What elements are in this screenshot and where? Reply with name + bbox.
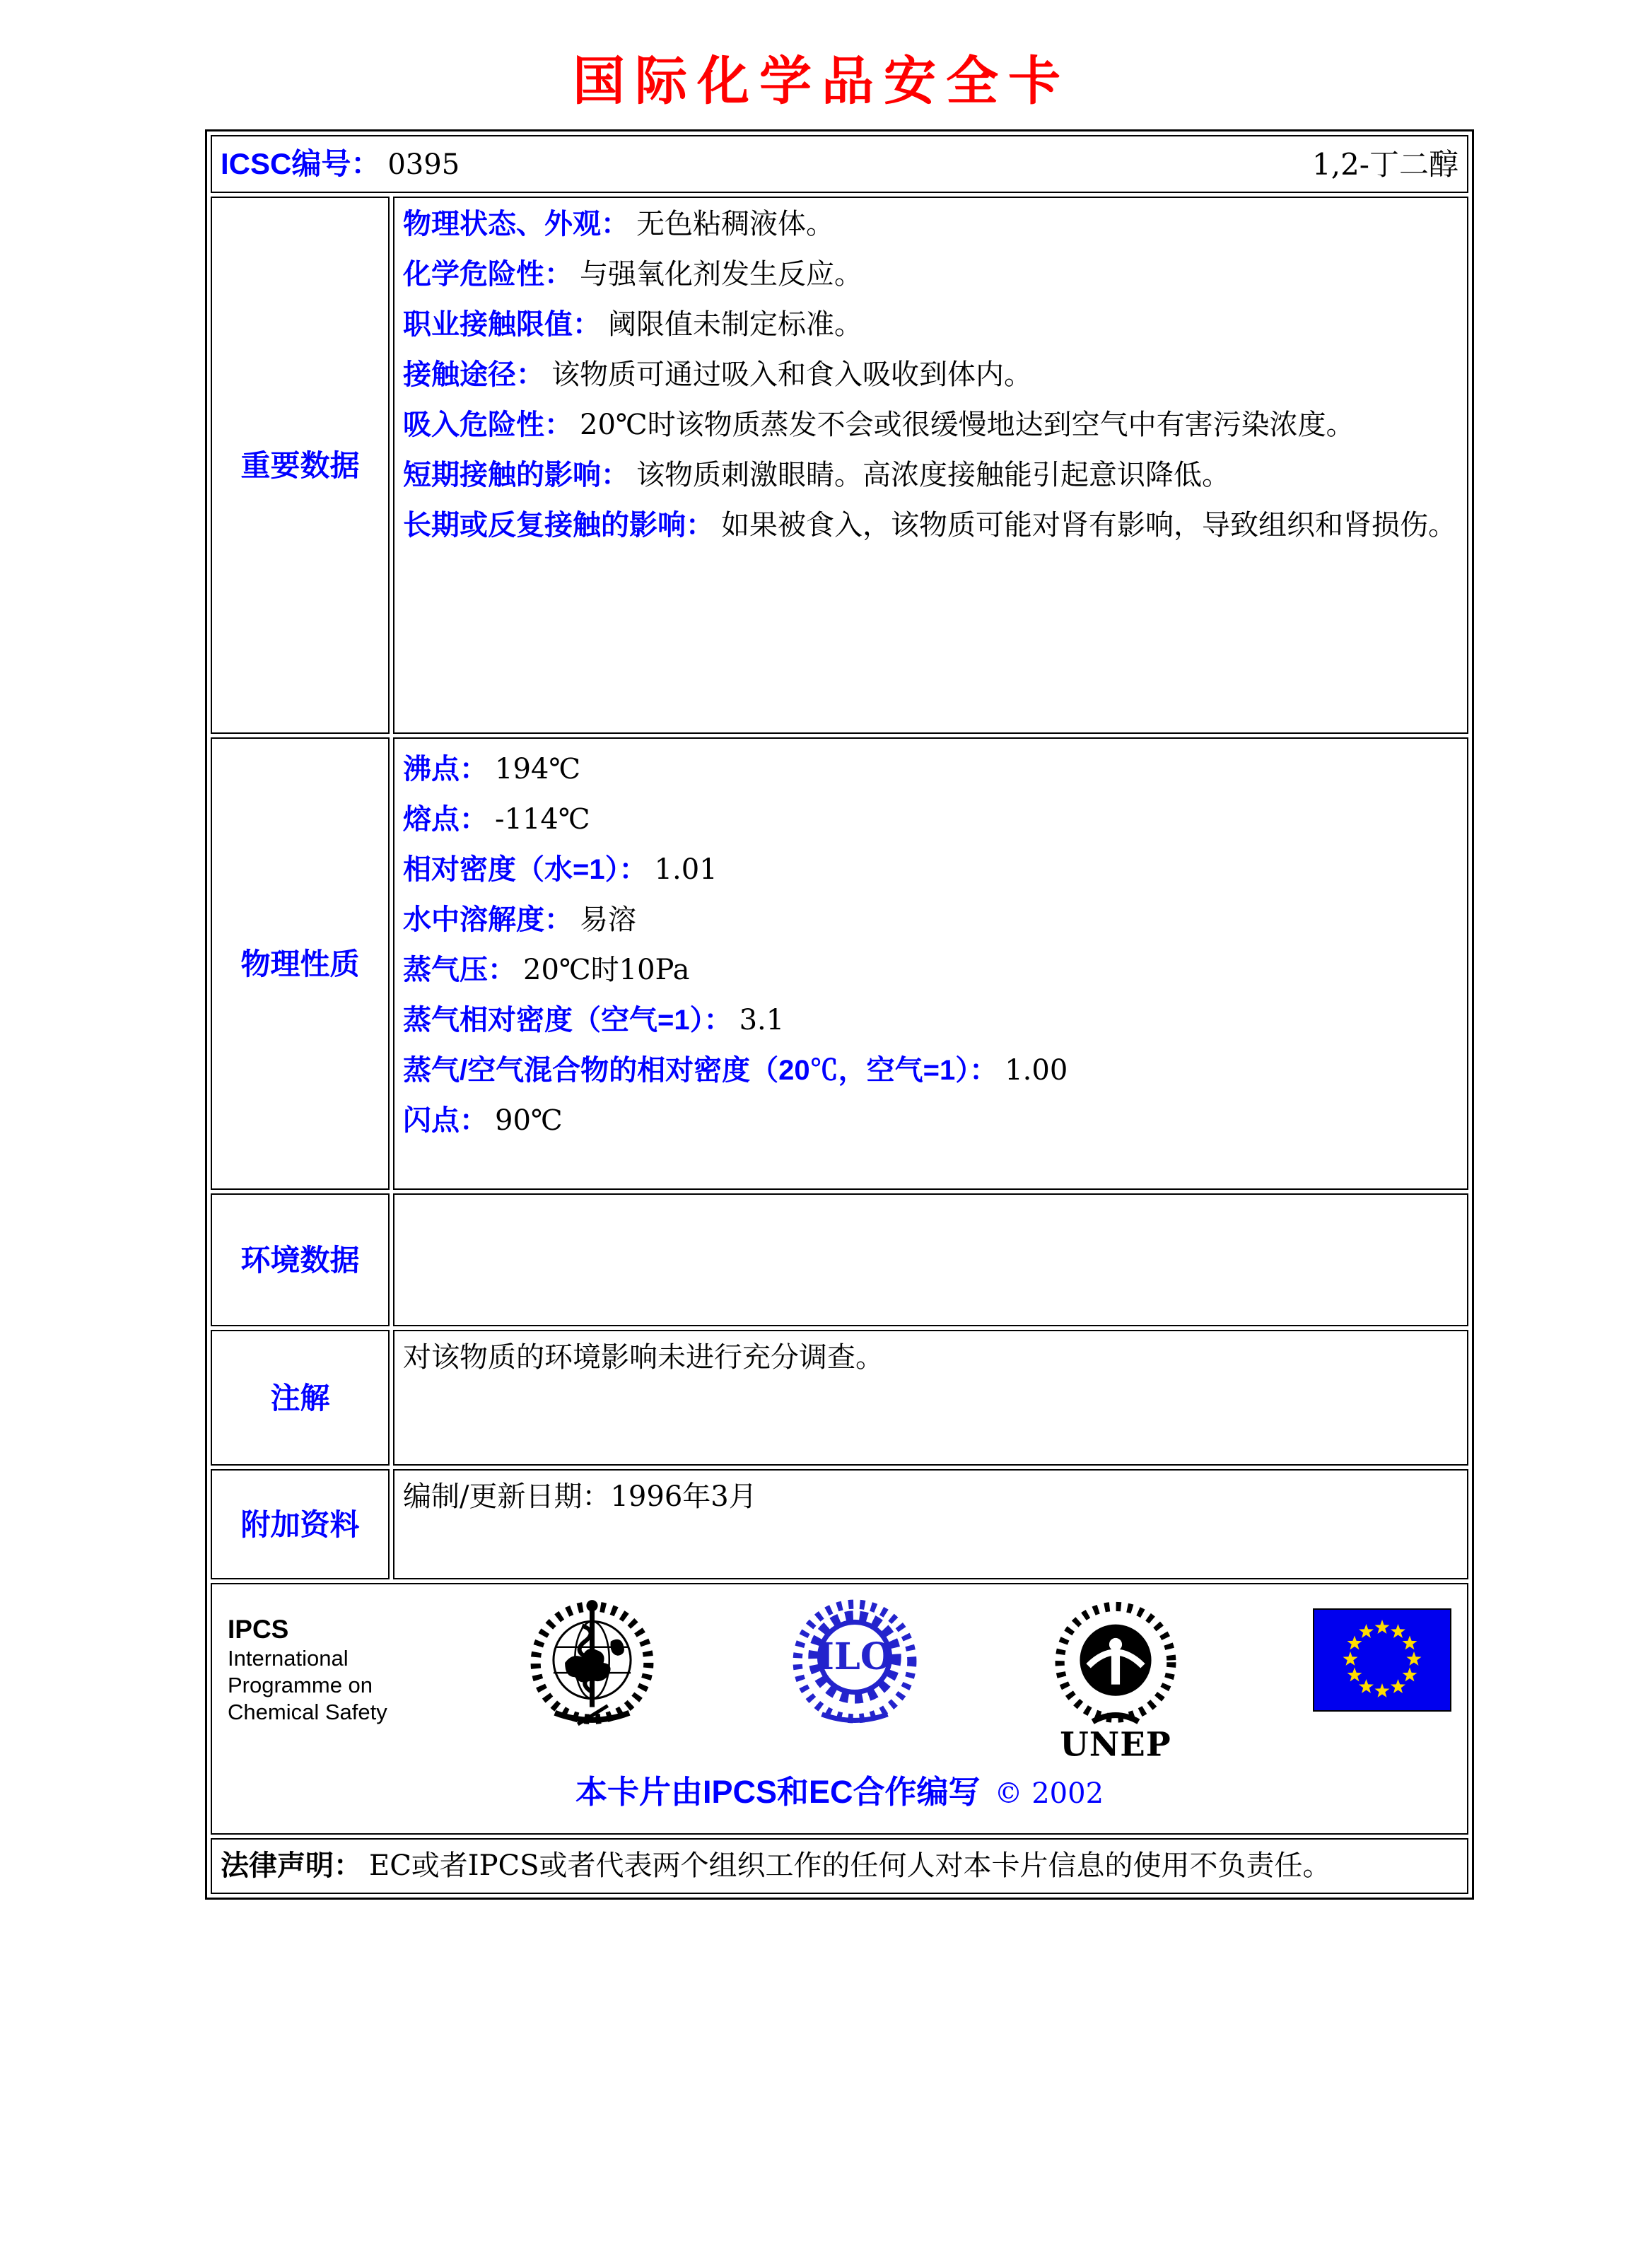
property-label: 物理状态、外观： <box>403 209 629 240</box>
logos-row <box>211 1583 1468 1835</box>
environmental-data-section-label: 环境数据 <box>211 1193 390 1326</box>
icsc-number-group <box>221 139 460 190</box>
property-label: 闪点： <box>403 1105 488 1136</box>
physical-properties-content <box>393 737 1468 1190</box>
physical-properties-section-label: 物理性质 <box>211 737 390 1190</box>
property-value: 该物质可通过吸入和食入吸收到体内。 <box>551 358 1032 391</box>
ilo-logo-icon <box>790 1594 919 1727</box>
property-value: -114℃ <box>495 803 590 836</box>
icsc-number-label: ICSC编号： <box>221 146 381 180</box>
legal-cell <box>211 1838 1468 1894</box>
property-line <box>403 744 1458 795</box>
page-title: 国际化学品安全卡 <box>573 51 1070 112</box>
property-label: 化学危险性： <box>403 259 573 290</box>
copyright-text: © 2002 <box>994 1777 1104 1810</box>
chemical-name: 1,2-丁二醇 <box>1312 146 1458 182</box>
property-line <box>403 895 1458 945</box>
additional-info-row <box>211 1469 1468 1579</box>
property-label: 蒸气压： <box>403 954 516 986</box>
property-value: 1.00 <box>1005 1054 1068 1087</box>
property-line <box>403 250 1458 300</box>
property-label: 接触途径： <box>403 359 544 390</box>
property-line <box>403 845 1458 895</box>
property-label: 水中溶解度： <box>403 904 573 935</box>
additional-info-section-label: 附加资料 <box>211 1469 390 1579</box>
property-value: 1.01 <box>654 853 718 886</box>
property-label: 长期或反复接触的影响： <box>403 510 714 541</box>
eu-flag-icon <box>1313 1608 1451 1712</box>
header-content <box>221 139 1458 190</box>
notes-content: 对该物质的环境影响未进行充分调查。 <box>393 1330 1468 1466</box>
important-data-content <box>393 197 1468 734</box>
property-label: 职业接触限值： <box>403 309 601 340</box>
property-line <box>403 199 1458 250</box>
property-line <box>403 400 1458 450</box>
property-label: 熔点： <box>403 804 488 835</box>
property-line <box>403 300 1458 350</box>
property-value: 20℃时该物质蒸发不会或很缓慢地达到空气中有害污染浓度。 <box>580 409 1355 441</box>
notes-row <box>211 1330 1468 1466</box>
property-value: 与强氧化剂发生反应。 <box>580 258 863 291</box>
ipcs-text-block <box>228 1594 394 1726</box>
property-value: 20℃时10Pa <box>523 954 690 986</box>
property-line <box>403 450 1458 501</box>
property-value: 3.1 <box>739 1004 785 1036</box>
property-value: 阈限值未制定标准。 <box>608 308 863 341</box>
header-row <box>211 135 1468 193</box>
property-value: 90℃ <box>495 1104 563 1137</box>
who-logo-icon <box>527 1594 657 1730</box>
environmental-data-content <box>393 1193 1468 1326</box>
header-cell <box>211 135 1468 193</box>
important-data-section-label: 重要数据 <box>211 197 390 734</box>
property-line <box>403 795 1458 845</box>
property-value: 该物质刺激眼睛。高浓度接触能引起意识降低。 <box>636 459 1230 491</box>
icsc-number-value: 0395 <box>387 148 460 181</box>
property-line <box>403 501 1458 551</box>
unep-logo-icon <box>1051 1594 1180 1763</box>
caption-row <box>222 1767 1457 1819</box>
physical-properties-row <box>211 737 1468 1190</box>
ipcs-line: Programme on <box>228 1673 373 1697</box>
legal-text: EC或者IPCS或者代表两个组织工作的任何人对本卡片信息的使用不负责任。 <box>369 1849 1331 1882</box>
property-line <box>403 1046 1458 1096</box>
ipcs-line: International <box>228 1646 349 1671</box>
property-label: 蒸气相对密度（空气=1）： <box>403 1005 732 1036</box>
property-label: 吸入危险性： <box>403 409 573 440</box>
property-line <box>403 945 1458 995</box>
property-line <box>403 350 1458 400</box>
property-value: 易溶 <box>580 904 636 936</box>
property-line <box>403 1096 1458 1146</box>
property-label: 短期接触的影响： <box>403 460 629 491</box>
logos-cell <box>211 1583 1468 1835</box>
additional-info-content: 编制/更新日期：1996年3月 <box>393 1469 1468 1579</box>
icsc-card-table <box>205 129 1474 1900</box>
property-value: 如果被食入，该物质可能对肾有影响，导致组织和肾损伤。 <box>721 509 1456 542</box>
property-line <box>403 995 1458 1046</box>
property-label: 沸点： <box>403 754 488 785</box>
ilo-logo-text: ILO <box>816 1635 893 1679</box>
property-value: 194℃ <box>495 753 581 785</box>
environmental-data-row <box>211 1193 1468 1326</box>
eu-flag-wrap <box>1313 1594 1451 1712</box>
notes-section-label: 注解 <box>211 1330 390 1466</box>
ipcs-line: Chemical Safety <box>228 1700 387 1724</box>
property-value: 无色粘稠液体。 <box>636 208 834 240</box>
logos-strip <box>222 1590 1457 1763</box>
unep-logo-text: UNEP <box>1060 1724 1172 1763</box>
legal-row <box>211 1838 1468 1894</box>
property-label: 蒸气/空气混合物的相对密度（20℃，空气=1）： <box>403 1055 998 1086</box>
important-data-row <box>211 197 1468 734</box>
property-label: 相对密度（水=1）： <box>403 854 648 885</box>
legal-label: 法律声明： <box>221 1850 362 1881</box>
ipcs-acronym: IPCS <box>228 1615 289 1644</box>
cooperation-caption: 本卡片由IPCS和EC合作编写 <box>575 1774 981 1810</box>
